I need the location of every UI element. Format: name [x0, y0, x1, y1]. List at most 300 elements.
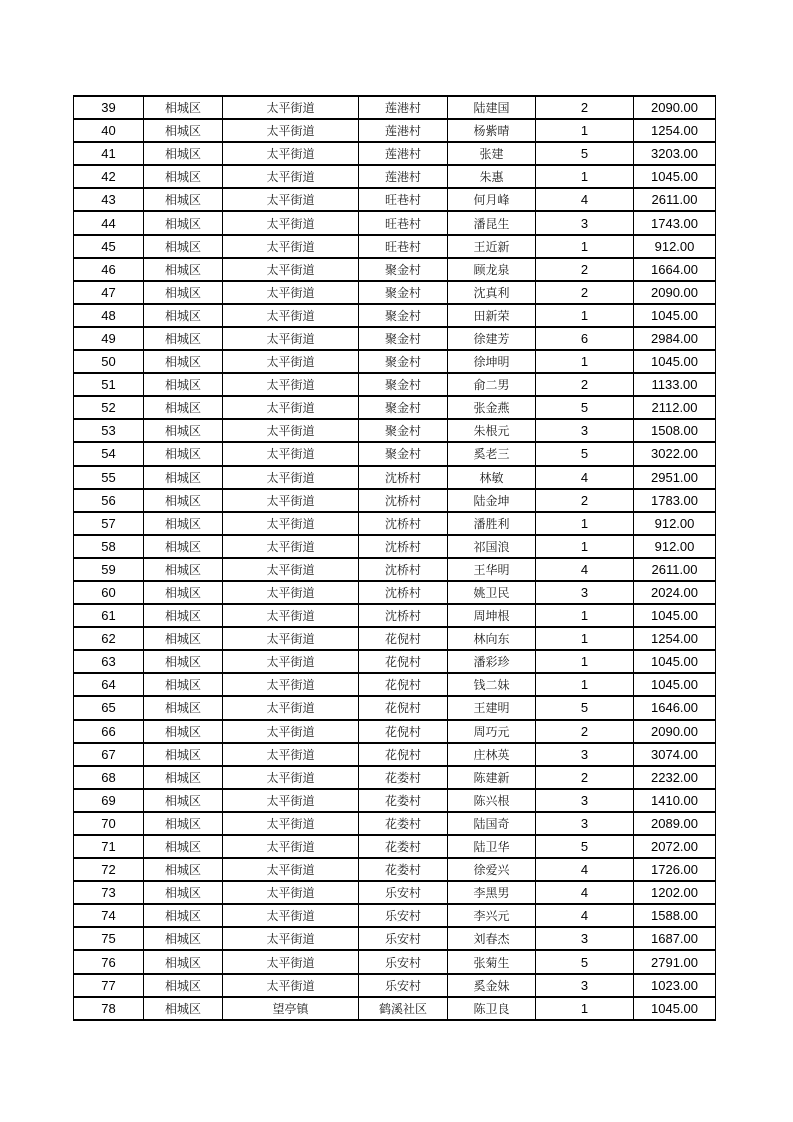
cell-person-name: 王建明 [448, 696, 536, 719]
cell-count: 2 [536, 720, 634, 743]
cell-serial-no: 72 [74, 858, 144, 881]
table-row [74, 904, 716, 927]
table-row [74, 766, 716, 789]
cell-amount: 1023.00 [634, 974, 716, 997]
cell-count: 1 [536, 235, 634, 258]
cell-district: 相城区 [144, 858, 223, 881]
cell-village: 聚金村 [359, 304, 448, 327]
cell-district: 相城区 [144, 96, 223, 119]
cell-village: 鹤溪社区 [359, 997, 448, 1020]
cell-amount: 1045.00 [634, 304, 716, 327]
records-table [73, 95, 716, 1021]
cell-serial-no: 56 [74, 489, 144, 512]
cell-count: 5 [536, 142, 634, 165]
cell-village: 乐安村 [359, 927, 448, 950]
cell-district: 相城区 [144, 766, 223, 789]
table-row [74, 419, 716, 442]
table-row [74, 211, 716, 234]
cell-village: 聚金村 [359, 396, 448, 419]
cell-town-street: 太平街道 [223, 119, 359, 142]
cell-district: 相城区 [144, 581, 223, 604]
cell-district: 相城区 [144, 327, 223, 350]
cell-district: 相城区 [144, 281, 223, 304]
cell-district: 相城区 [144, 558, 223, 581]
cell-amount: 912.00 [634, 535, 716, 558]
cell-town-street: 太平街道 [223, 650, 359, 673]
table-row [74, 281, 716, 304]
cell-count: 1 [536, 673, 634, 696]
cell-serial-no: 60 [74, 581, 144, 604]
cell-person-name: 姚卫民 [448, 581, 536, 604]
cell-district: 相城区 [144, 650, 223, 673]
cell-person-name: 杨紫晴 [448, 119, 536, 142]
cell-village: 沈桥村 [359, 512, 448, 535]
cell-person-name: 钱二妹 [448, 673, 536, 696]
cell-amount: 2232.00 [634, 766, 716, 789]
cell-village: 聚金村 [359, 327, 448, 350]
cell-town-street: 太平街道 [223, 835, 359, 858]
table-row [74, 650, 716, 673]
cell-district: 相城区 [144, 142, 223, 165]
cell-town-street: 太平街道 [223, 235, 359, 258]
cell-serial-no: 51 [74, 373, 144, 396]
cell-serial-no: 78 [74, 997, 144, 1020]
cell-person-name: 奚老三 [448, 442, 536, 465]
cell-district: 相城区 [144, 720, 223, 743]
cell-serial-no: 58 [74, 535, 144, 558]
cell-person-name: 庄林英 [448, 743, 536, 766]
cell-town-street: 太平街道 [223, 950, 359, 973]
cell-village: 莲港村 [359, 119, 448, 142]
cell-serial-no: 59 [74, 558, 144, 581]
cell-town-street: 太平街道 [223, 927, 359, 950]
cell-count: 4 [536, 881, 634, 904]
cell-amount: 1687.00 [634, 927, 716, 950]
table-row [74, 258, 716, 281]
cell-serial-no: 52 [74, 396, 144, 419]
table-row [74, 512, 716, 535]
cell-serial-no: 44 [74, 211, 144, 234]
cell-count: 3 [536, 211, 634, 234]
cell-amount: 1726.00 [634, 858, 716, 881]
cell-district: 相城区 [144, 350, 223, 373]
cell-count: 2 [536, 96, 634, 119]
cell-count: 1 [536, 119, 634, 142]
cell-town-street: 太平街道 [223, 466, 359, 489]
cell-serial-no: 49 [74, 327, 144, 350]
cell-count: 3 [536, 581, 634, 604]
cell-village: 莲港村 [359, 96, 448, 119]
cell-district: 相城区 [144, 373, 223, 396]
cell-count: 2 [536, 766, 634, 789]
table-row [74, 696, 716, 719]
cell-amount: 3022.00 [634, 442, 716, 465]
cell-person-name: 徐爱兴 [448, 858, 536, 881]
cell-person-name: 陆卫华 [448, 835, 536, 858]
cell-serial-no: 54 [74, 442, 144, 465]
cell-village: 沈桥村 [359, 489, 448, 512]
table-row [74, 188, 716, 211]
cell-village: 乐安村 [359, 881, 448, 904]
cell-district: 相城区 [144, 812, 223, 835]
cell-count: 3 [536, 974, 634, 997]
cell-serial-no: 40 [74, 119, 144, 142]
cell-district: 相城区 [144, 997, 223, 1020]
cell-village: 乐安村 [359, 950, 448, 973]
table-row [74, 304, 716, 327]
cell-district: 相城区 [144, 835, 223, 858]
cell-amount: 1254.00 [634, 627, 716, 650]
cell-person-name: 潘彩珍 [448, 650, 536, 673]
cell-town-street: 太平街道 [223, 165, 359, 188]
cell-town-street: 太平街道 [223, 881, 359, 904]
cell-village: 花娄村 [359, 858, 448, 881]
cell-district: 相城区 [144, 881, 223, 904]
cell-person-name: 刘春杰 [448, 927, 536, 950]
cell-village: 花娄村 [359, 812, 448, 835]
cell-count: 2 [536, 489, 634, 512]
table-row [74, 235, 716, 258]
cell-district: 相城区 [144, 119, 223, 142]
table-row [74, 466, 716, 489]
cell-person-name: 王近新 [448, 235, 536, 258]
cell-amount: 1254.00 [634, 119, 716, 142]
cell-person-name: 奚金妹 [448, 974, 536, 997]
cell-town-street: 太平街道 [223, 489, 359, 512]
cell-village: 乐安村 [359, 904, 448, 927]
cell-amount: 1045.00 [634, 997, 716, 1020]
cell-amount: 1588.00 [634, 904, 716, 927]
cell-person-name: 顾龙泉 [448, 258, 536, 281]
cell-count: 4 [536, 466, 634, 489]
cell-district: 相城区 [144, 927, 223, 950]
cell-village: 花倪村 [359, 673, 448, 696]
cell-person-name: 张建 [448, 142, 536, 165]
cell-village: 花倪村 [359, 627, 448, 650]
cell-village: 旺巷村 [359, 188, 448, 211]
cell-town-street: 太平街道 [223, 812, 359, 835]
table-row [74, 327, 716, 350]
cell-district: 相城区 [144, 696, 223, 719]
table-row [74, 950, 716, 973]
cell-person-name: 陈兴根 [448, 789, 536, 812]
cell-amount: 2951.00 [634, 466, 716, 489]
cell-town-street: 太平街道 [223, 188, 359, 211]
cell-serial-no: 66 [74, 720, 144, 743]
cell-person-name: 林敏 [448, 466, 536, 489]
cell-count: 1 [536, 350, 634, 373]
cell-amount: 1045.00 [634, 604, 716, 627]
cell-count: 2 [536, 258, 634, 281]
cell-town-street: 太平街道 [223, 350, 359, 373]
cell-village: 花娄村 [359, 766, 448, 789]
table-row [74, 489, 716, 512]
cell-amount: 3074.00 [634, 743, 716, 766]
cell-district: 相城区 [144, 235, 223, 258]
cell-count: 4 [536, 558, 634, 581]
cell-village: 聚金村 [359, 281, 448, 304]
cell-amount: 1410.00 [634, 789, 716, 812]
cell-person-name: 徐建芳 [448, 327, 536, 350]
cell-village: 沈桥村 [359, 535, 448, 558]
cell-village: 花倪村 [359, 720, 448, 743]
cell-amount: 1045.00 [634, 673, 716, 696]
cell-town-street: 太平街道 [223, 419, 359, 442]
cell-serial-no: 64 [74, 673, 144, 696]
cell-amount: 2611.00 [634, 188, 716, 211]
cell-district: 相城区 [144, 489, 223, 512]
cell-district: 相城区 [144, 419, 223, 442]
table-row [74, 974, 716, 997]
cell-town-street: 太平街道 [223, 281, 359, 304]
cell-amount: 1202.00 [634, 881, 716, 904]
cell-person-name: 陆建国 [448, 96, 536, 119]
cell-district: 相城区 [144, 165, 223, 188]
cell-serial-no: 43 [74, 188, 144, 211]
cell-amount: 2090.00 [634, 720, 716, 743]
cell-district: 相城区 [144, 789, 223, 812]
cell-town-street: 太平街道 [223, 211, 359, 234]
cell-person-name: 朱惠 [448, 165, 536, 188]
cell-count: 6 [536, 327, 634, 350]
cell-amount: 2791.00 [634, 950, 716, 973]
table-row [74, 165, 716, 188]
cell-serial-no: 76 [74, 950, 144, 973]
cell-person-name: 祁国浪 [448, 535, 536, 558]
cell-village: 聚金村 [359, 373, 448, 396]
table-row [74, 350, 716, 373]
cell-serial-no: 50 [74, 350, 144, 373]
cell-district: 相城区 [144, 512, 223, 535]
cell-person-name: 张金燕 [448, 396, 536, 419]
cell-town-street: 太平街道 [223, 627, 359, 650]
cell-district: 相城区 [144, 396, 223, 419]
cell-amount: 1045.00 [634, 165, 716, 188]
cell-town-street: 太平街道 [223, 373, 359, 396]
cell-district: 相城区 [144, 673, 223, 696]
cell-village: 沈桥村 [359, 466, 448, 489]
table-row [74, 789, 716, 812]
table-row [74, 673, 716, 696]
cell-village: 花娄村 [359, 789, 448, 812]
cell-district: 相城区 [144, 211, 223, 234]
cell-serial-no: 46 [74, 258, 144, 281]
cell-village: 乐安村 [359, 974, 448, 997]
cell-amount: 2984.00 [634, 327, 716, 350]
cell-count: 3 [536, 743, 634, 766]
cell-person-name: 陆国奇 [448, 812, 536, 835]
cell-village: 花倪村 [359, 743, 448, 766]
cell-count: 2 [536, 281, 634, 304]
cell-town-street: 太平街道 [223, 258, 359, 281]
cell-town-street: 太平街道 [223, 858, 359, 881]
cell-village: 聚金村 [359, 258, 448, 281]
table-row [74, 720, 716, 743]
cell-person-name: 潘胜利 [448, 512, 536, 535]
cell-serial-no: 62 [74, 627, 144, 650]
cell-serial-no: 39 [74, 96, 144, 119]
cell-town-street: 太平街道 [223, 604, 359, 627]
cell-amount: 3203.00 [634, 142, 716, 165]
cell-village: 聚金村 [359, 442, 448, 465]
cell-serial-no: 53 [74, 419, 144, 442]
cell-serial-no: 70 [74, 812, 144, 835]
cell-count: 5 [536, 442, 634, 465]
cell-serial-no: 71 [74, 835, 144, 858]
cell-serial-no: 65 [74, 696, 144, 719]
cell-serial-no: 45 [74, 235, 144, 258]
cell-town-street: 太平街道 [223, 512, 359, 535]
cell-village: 聚金村 [359, 350, 448, 373]
cell-district: 相城区 [144, 627, 223, 650]
cell-count: 1 [536, 650, 634, 673]
cell-serial-no: 57 [74, 512, 144, 535]
table-row [74, 812, 716, 835]
cell-serial-no: 68 [74, 766, 144, 789]
cell-district: 相城区 [144, 604, 223, 627]
cell-person-name: 张菊生 [448, 950, 536, 973]
cell-town-street: 太平街道 [223, 720, 359, 743]
cell-serial-no: 55 [74, 466, 144, 489]
cell-person-name: 李兴元 [448, 904, 536, 927]
cell-district: 相城区 [144, 304, 223, 327]
cell-count: 4 [536, 858, 634, 881]
cell-count: 4 [536, 188, 634, 211]
cell-village: 莲港村 [359, 142, 448, 165]
cell-amount: 1133.00 [634, 373, 716, 396]
cell-count: 3 [536, 419, 634, 442]
cell-person-name: 俞二男 [448, 373, 536, 396]
cell-district: 相城区 [144, 442, 223, 465]
cell-count: 5 [536, 396, 634, 419]
cell-person-name: 李黑男 [448, 881, 536, 904]
cell-person-name: 周坤根 [448, 604, 536, 627]
cell-village: 莲港村 [359, 165, 448, 188]
cell-town-street: 太平街道 [223, 327, 359, 350]
cell-town-street: 太平街道 [223, 974, 359, 997]
cell-serial-no: 47 [74, 281, 144, 304]
table-row [74, 535, 716, 558]
table-row [74, 442, 716, 465]
cell-serial-no: 41 [74, 142, 144, 165]
cell-village: 花倪村 [359, 696, 448, 719]
cell-village: 花娄村 [359, 835, 448, 858]
cell-town-street: 太平街道 [223, 743, 359, 766]
cell-town-street: 太平街道 [223, 535, 359, 558]
cell-serial-no: 75 [74, 927, 144, 950]
cell-amount: 1743.00 [634, 211, 716, 234]
cell-amount: 2090.00 [634, 281, 716, 304]
cell-count: 5 [536, 835, 634, 858]
cell-count: 1 [536, 512, 634, 535]
cell-district: 相城区 [144, 258, 223, 281]
cell-person-name: 徐坤明 [448, 350, 536, 373]
cell-town-street: 太平街道 [223, 96, 359, 119]
table-row [74, 396, 716, 419]
cell-town-street: 太平街道 [223, 142, 359, 165]
cell-amount: 1045.00 [634, 650, 716, 673]
cell-serial-no: 74 [74, 904, 144, 927]
cell-amount: 1045.00 [634, 350, 716, 373]
cell-amount: 912.00 [634, 512, 716, 535]
cell-count: 3 [536, 812, 634, 835]
cell-town-street: 太平街道 [223, 442, 359, 465]
cell-amount: 1646.00 [634, 696, 716, 719]
cell-count: 1 [536, 604, 634, 627]
table-row [74, 581, 716, 604]
cell-amount: 2024.00 [634, 581, 716, 604]
table-row [74, 743, 716, 766]
table-row [74, 997, 716, 1020]
cell-count: 1 [536, 627, 634, 650]
cell-amount: 1664.00 [634, 258, 716, 281]
table-row [74, 927, 716, 950]
cell-serial-no: 73 [74, 881, 144, 904]
cell-count: 4 [536, 904, 634, 927]
cell-count: 2 [536, 373, 634, 396]
cell-town-street: 太平街道 [223, 904, 359, 927]
cell-count: 1 [536, 165, 634, 188]
table-row [74, 119, 716, 142]
cell-count: 3 [536, 789, 634, 812]
cell-serial-no: 69 [74, 789, 144, 812]
cell-district: 相城区 [144, 535, 223, 558]
cell-town-street: 望亭镇 [223, 997, 359, 1020]
cell-amount: 912.00 [634, 235, 716, 258]
cell-person-name: 沈真利 [448, 281, 536, 304]
table-row [74, 858, 716, 881]
cell-person-name: 周巧元 [448, 720, 536, 743]
records-table-body [74, 96, 716, 1020]
cell-serial-no: 77 [74, 974, 144, 997]
table-row [74, 881, 716, 904]
cell-serial-no: 67 [74, 743, 144, 766]
cell-town-street: 太平街道 [223, 581, 359, 604]
cell-serial-no: 42 [74, 165, 144, 188]
table-row [74, 96, 716, 119]
table-row [74, 142, 716, 165]
cell-person-name: 陈卫良 [448, 997, 536, 1020]
cell-village: 沈桥村 [359, 558, 448, 581]
cell-village: 旺巷村 [359, 235, 448, 258]
cell-district: 相城区 [144, 466, 223, 489]
cell-serial-no: 61 [74, 604, 144, 627]
cell-village: 沈桥村 [359, 604, 448, 627]
cell-amount: 2090.00 [634, 96, 716, 119]
cell-village: 沈桥村 [359, 581, 448, 604]
cell-amount: 2089.00 [634, 812, 716, 835]
table-row [74, 558, 716, 581]
cell-district: 相城区 [144, 743, 223, 766]
table-row [74, 604, 716, 627]
table-row [74, 627, 716, 650]
cell-person-name: 潘昆生 [448, 211, 536, 234]
table-row [74, 835, 716, 858]
cell-person-name: 王华明 [448, 558, 536, 581]
cell-serial-no: 48 [74, 304, 144, 327]
cell-town-street: 太平街道 [223, 396, 359, 419]
cell-amount: 1783.00 [634, 489, 716, 512]
cell-person-name: 何月峰 [448, 188, 536, 211]
cell-district: 相城区 [144, 188, 223, 211]
cell-amount: 1508.00 [634, 419, 716, 442]
cell-person-name: 田新荣 [448, 304, 536, 327]
cell-town-street: 太平街道 [223, 304, 359, 327]
cell-district: 相城区 [144, 974, 223, 997]
cell-count: 3 [536, 927, 634, 950]
cell-count: 1 [536, 997, 634, 1020]
cell-count: 5 [536, 696, 634, 719]
